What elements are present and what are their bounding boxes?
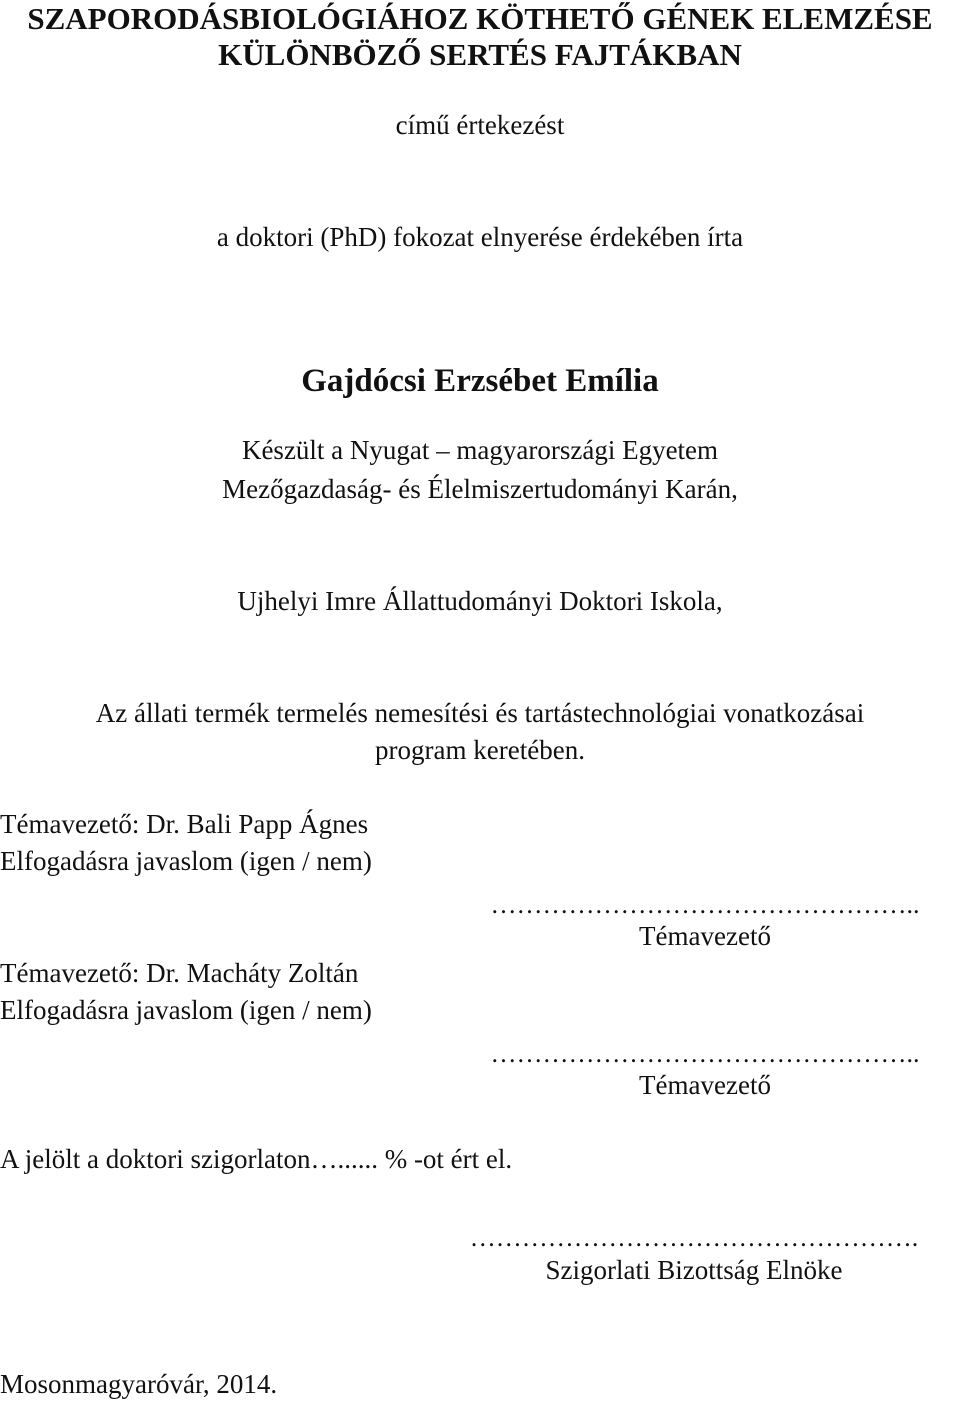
committee-signature-dots: ……………………………………………. (469, 1223, 919, 1252)
institution-line2: Mezőgazdaság- és Élelmiszertudományi Karán, (222, 474, 738, 504)
supervisor-1-signature-dots: ………………………………………….. (490, 890, 920, 919)
supervisor-2-name: Témavezető: Dr. Macháty Zoltán (0, 958, 359, 988)
doctoral-school: Ujhelyi Imre Állattudományi Doktori Iskola, (237, 586, 723, 616)
thesis-title-line2: KÜLÖNBÖZŐ SERTÉS FAJTÁKBAN (218, 37, 742, 72)
supervisor-1-recommendation: Elfogadásra javaslom (igen / nem) (0, 846, 372, 876)
supervisor-1-signature-label: Témavezető (639, 921, 771, 951)
supervisor-2-signature-dots: ………………………………………….. (490, 1039, 920, 1068)
subtitle: című értekezést (395, 110, 565, 140)
program-line2: program keretében. (375, 735, 585, 765)
program-line1: Az állati termék termelés nemesítési és tartástechnológiai vonatkozásai (95, 698, 865, 728)
institution-line1: Készült a Nyugat – magyarországi Egyetem (241, 435, 719, 465)
supervisor-2-signature-label: Témavezető (639, 1070, 771, 1100)
thesis-title-line1: SZAPORODÁSBIOLÓGIÁHOZ KÖTHETŐ GÉNEK ELEMZÉSE (27, 1, 933, 36)
supervisor-1-name: Témavezető: Dr. Bali Papp Ágnes (0, 809, 369, 839)
committee-chair-label: Szigorlati Bizottság Elnöke (545, 1255, 843, 1285)
purpose-line: a doktori (PhD) fokozat elnyerése érdekében írta (216, 222, 744, 252)
place-and-date: Mosonmagyaróvár, 2014. (0, 1369, 278, 1399)
supervisor-2-recommendation: Elfogadásra javaslom (igen / nem) (0, 995, 372, 1025)
author-name: Gajdócsi Erzsébet Emília (301, 363, 659, 399)
exam-result-line: A jelölt a doktori szigorlaton…...... % -ot ért el. (0, 1144, 513, 1174)
